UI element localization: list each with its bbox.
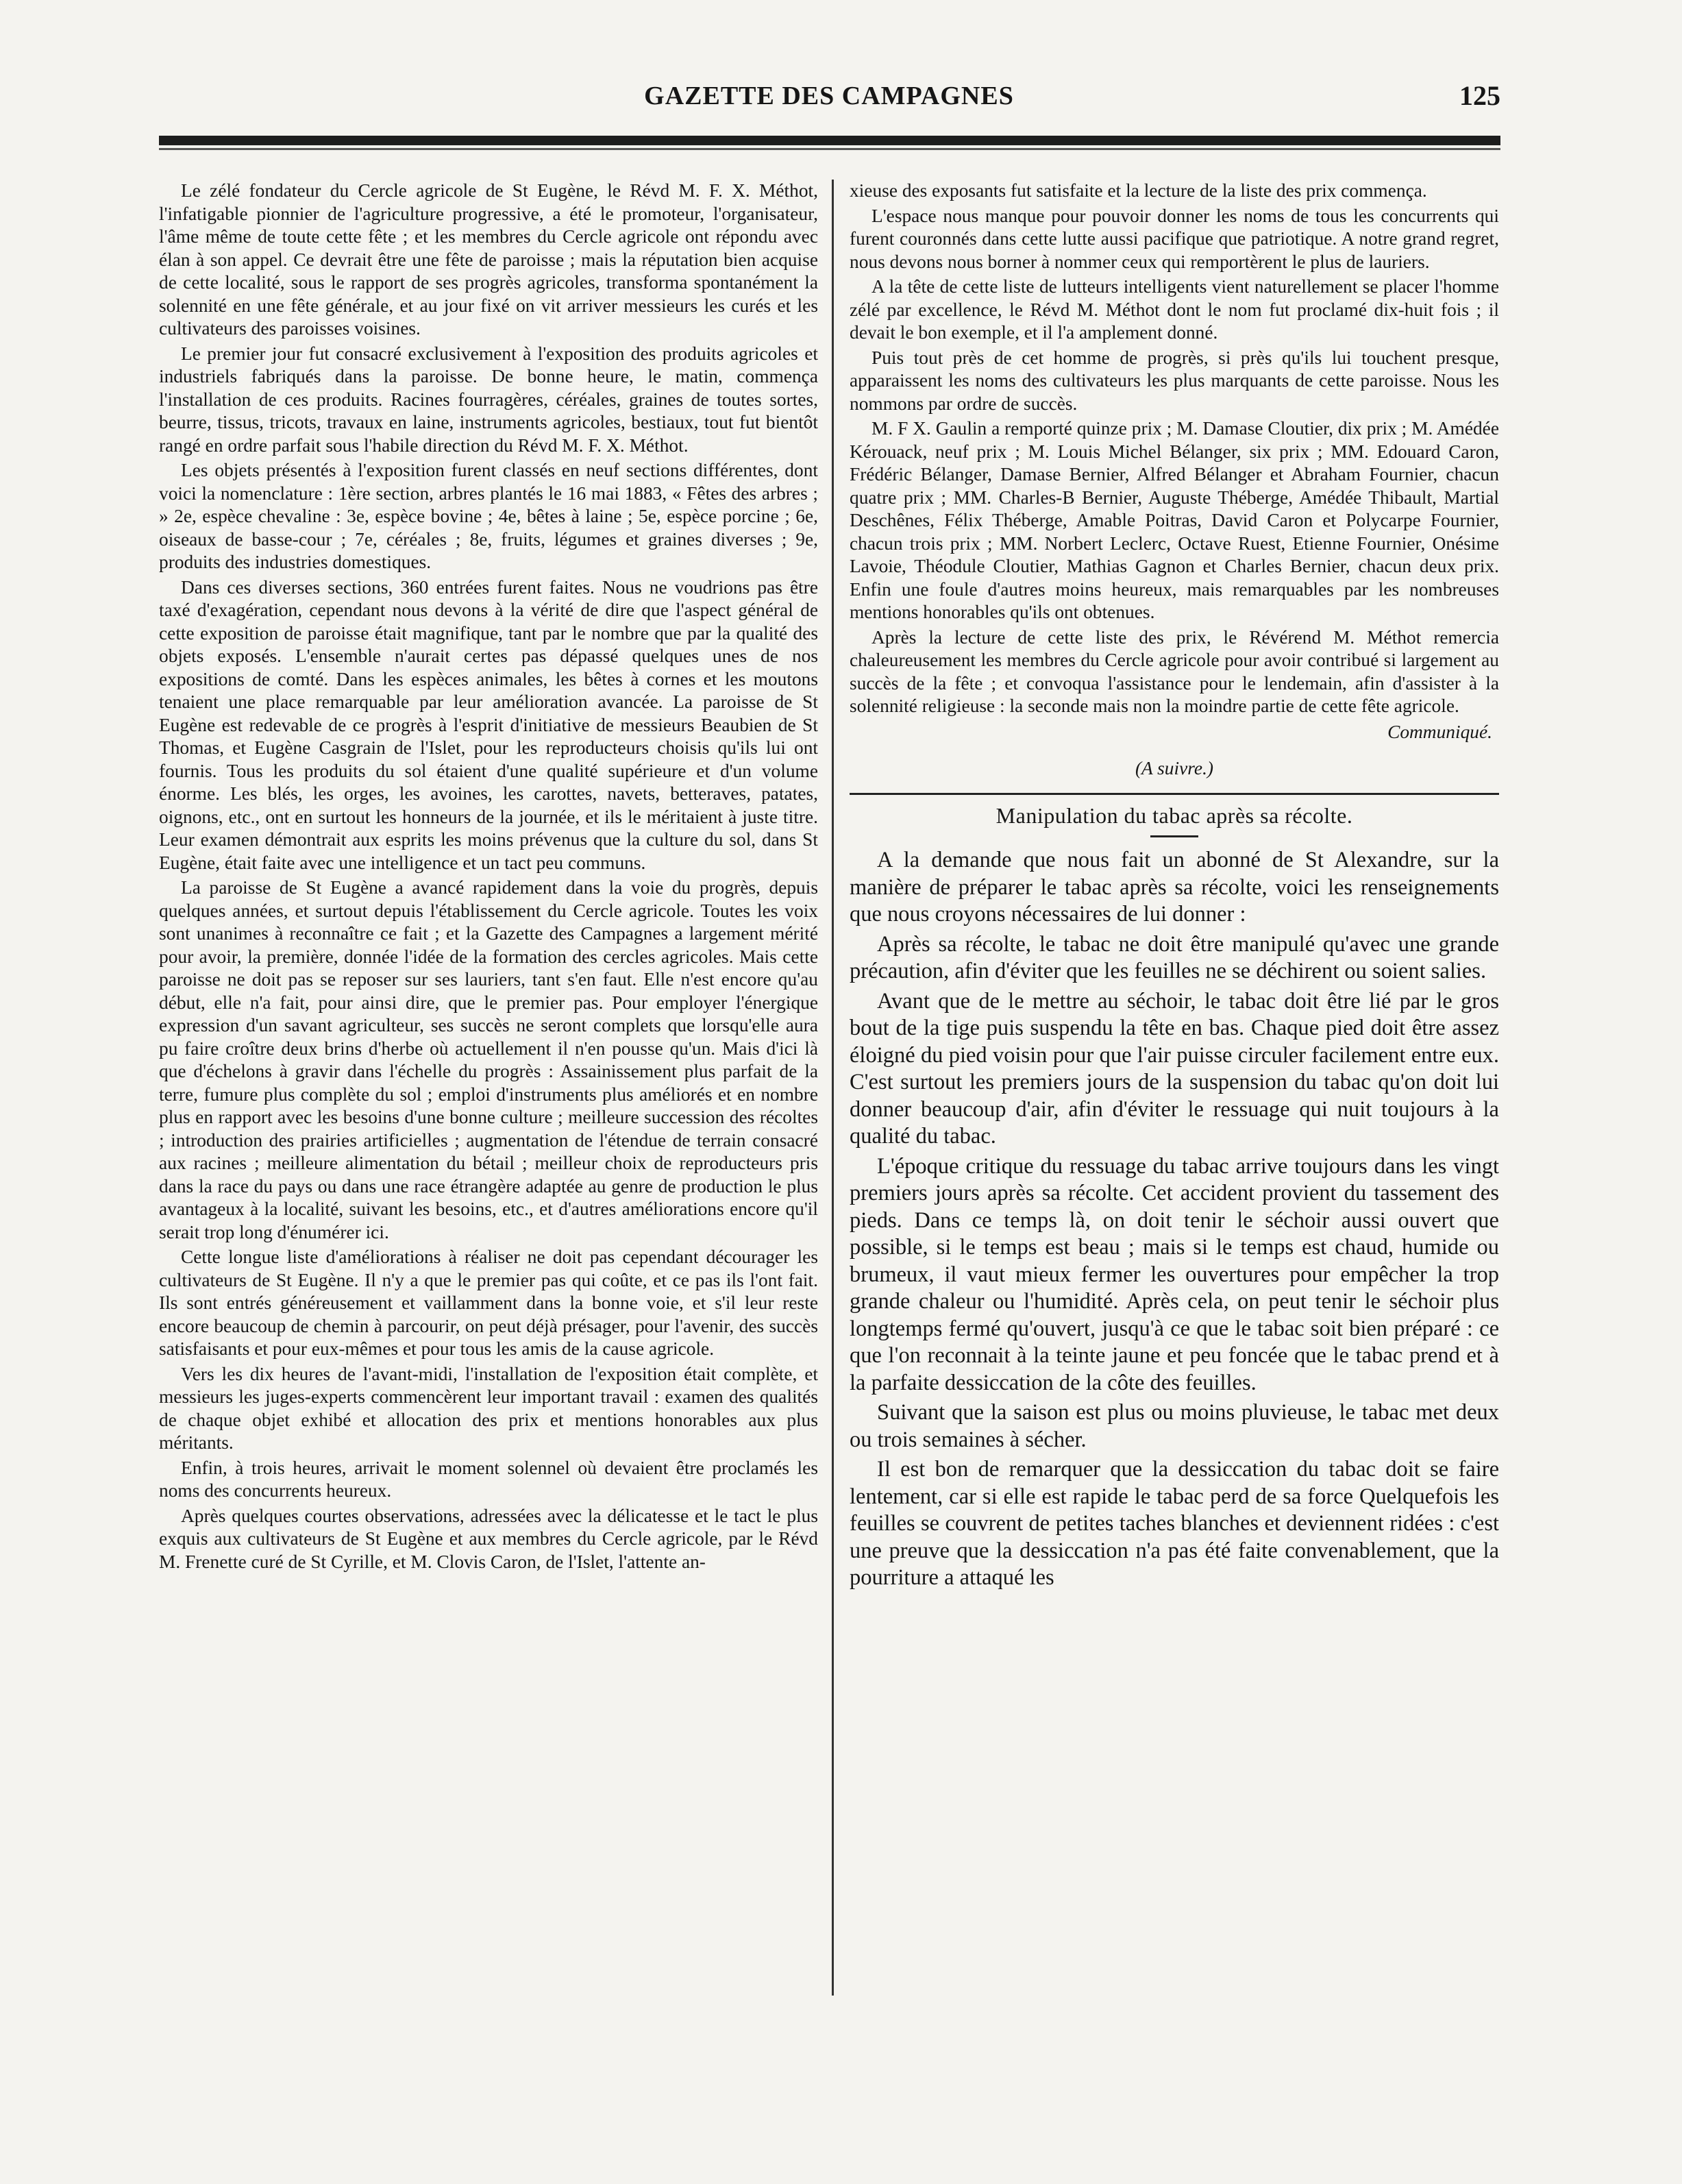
- page-header: [158, 77, 1500, 118]
- section-title: Manipulation du tabac après sa récolte.: [995, 802, 1353, 828]
- paragraph: Dans ces diverses sections, 360 entrées furent faites. Nous ne voudrions pas être taxé d'exagération, cependant nous devons à la vérité de dire que l'aspect général de cette exposition de paroisse était magnifique, tant par le nombre que par la qualité des objets exposés. L'ensemble n'aurait certes pas dépassé quelques unes de nos expositions de comté. Dans les espèces animales, les bêtes à cornes et les moutons tenaient une place remarquable par leur amélioration avancée. La paroisse de St Eugène est redevable de ce progrès à l'esprit d'initiative de messieurs Beaubien de St Thomas, et Eugène Casgrain de l'Islet, pour les reproducteurs choisis qu'ils lui ont fournis. Tous les produits du sol étaient d'une qualité supérieure et d'un volume énorme. Les blés, les orges, les avoines, les carottes, navets, betteraves, patates, oignons, etc., ont en surtout les honneurs de la journée, et ils le méritaient à juste titre. Leur examen démontrait aux esprits les moins prévenus que la culture du sol, dans St Eugène, était faite avec une intelligence et un tact peu communs.: [159, 576, 818, 873]
- signature: Communiqué.: [1387, 721, 1492, 742]
- header-rule: [159, 136, 1500, 145]
- paragraph: Suivant que la saison est plus ou moins pluvieuse, le tabac met deux ou trois semaines à sécher.: [850, 1400, 1499, 1452]
- continuation-note: (A suivre.): [1135, 758, 1214, 778]
- paragraph: Avant que de le mettre au séchoir, le tabac doit être lié par le gros bout de la tige puis suspendu la tête en bas. Chaque pied doit être assez éloigné du pied voisin pour que l'air puisse circuler facilement entre eux. C'est surtout les premiers jours de la suspension du tabac qu'on doit lui donner beaucoup d'air, afin d'éviter le ressuage qui nuit toujours à la qualité du tabac.: [850, 988, 1499, 1149]
- paragraph: xieuse des exposants fut satisfaite et la lecture de la liste des prix commença.: [850, 180, 1427, 201]
- paragraph: Après la lecture de cette liste des prix, le Révérend M. Méthot remercia chaleureusement les membres du Cercle agricole pour avoir contribué si largement au succès de la fête ; et convoqua l'assistance pour le lendemain, afin d'assister à la solennité religieuse : la seconde mais non la moindre partie de cette fête agricole.: [850, 626, 1499, 716]
- paragraph: Les objets présentés à l'exposition furent classés en neuf sections différentes, dont voici la nomenclature : 1ère section, arbres plantés le 16 mai 1883, « Fêtes des arbres ; » 2e, espèce chevaline : 3e, espèce bovine ; 4e, bêtes à laine ; 5e, espèce porcine ; 6e, oiseaux de basse-cour ; 7e, céréales ; 8e, fruits, légumes et graines diverses ; 9e, produits des industries domestiques.: [159, 460, 818, 572]
- section-rule: [850, 793, 1499, 795]
- right-column: [850, 180, 1499, 1595]
- paragraph: Le zélé fondateur du Cercle agricole de St Eugène, le Révd M. F. X. Méthot, l'infatigable pionnier de l'agriculture progressive, a été le promoteur, l'organisateur, l'âme même de toute cette fête ; et les membres du Cercle agricole ont répondu avec élan à son appel. Ce devrait être une fête de paroisse ; mais la réputation bien acquise de cette localité, sous le rapport de ses progrès agricoles, transforma spontanément la solennité en une fête générale, et au jour fixé on vit arriver messieurs les curés et les cultivateurs des paroisses voisines.: [159, 180, 818, 339]
- running-title: GAZETTE DES CAMPAGNES: [644, 82, 1014, 110]
- paragraph: A la demande que nous fait un abonné de St Alexandre, sur la manière de préparer le tabac après sa récolte, voici les renseignements que nous croyons nécessaires de lui donner :: [850, 848, 1499, 927]
- header-rule-thin: [159, 148, 1500, 150]
- tobacco-article: [850, 847, 1499, 1592]
- paragraph: Vers les dix heures de l'avant-midi, l'installation de l'exposition était complète, et messieurs les juges-experts commencèrent leur important travail : examen des qualités de chaque objet exhibé et allocation des prix et mentions honorables aux plus méritants.: [159, 1363, 818, 1453]
- paragraph: La paroisse de St Eugène a avancé rapidement dans la voie du progrès, depuis quelques années, et surtout depuis l'établissement du Cercle agricole. Toutes les voix sont unanimes à reconnaître ce fait ; et la Gazette des Campagnes a largement mérité pour avoir, la première, donnée l'idée de la formation des cercles agricoles. Mais cette paroisse ne doit pas se reposer sur ses lauriers, tant s'en faut. Elle n'est encore qu'au début, elle n'a fait, pour ainsi dire, que le premier pas. Pour employer l'énergique expression d'un savant agriculteur, ses succès ne seront complets que lorsqu'elle aura pu faire croître deux brins d'herbe où actuellement il n'en pousse qu'un. Mais d'ici là que d'échelons à gravir dans l'échelle du progrès : Assainissement plus parfait de la terre, fumure plus complète du sol ; emploi d'instruments plus améliorés et en nombre plus en rapport avec les besoins d'une bonne culture ; meilleure succession des récoltes ; introduction des prairies artificielles ; augmentation de l'étendue de terrain consacré aux racines ; meilleure alimentation du bétail ; meilleur choix de reproducteurs pris dans la race du pays ou dans une race étrangère adaptée au genre de production le plus avantageux à la localité, suivant les besoins, etc., et d'autres améliorations encore qu'il serait trop long d'énumérer ici.: [159, 877, 818, 1242]
- paragraph: Il est bon de remarquer que la dessiccation du tabac doit se faire lentement, car si elle est rapide le tabac perd de sa force Quelquefois les feuilles se couvrent de petites taches blanches et deviennent ridées : c'est une preuve que la dessiccation n'a pas été faite convenablement, que la pourriture a attaqué les: [850, 1457, 1499, 1590]
- paragraph: M. F X. Gaulin a remporté quinze prix ; M. Damase Cloutier, dix prix ; M. Amédée Kérouack, neuf prix ; M. Louis Michel Bélanger, six prix ; MM. Edouard Caron, Frédéric Bélanger, Damase Bernier, Alfred Bélanger et Abraham Fournier, chacun quatre prix ; MM. Charles-B Bernier, Auguste Théberge, Amédée Thibault, Martial Deschênes, Félix Théberge, Amable Poitras, David Caron et Polycarpe Fournier, chacun trois prix ; MM. Norbert Leclerc, Octave Ruest, Etienne Fournier, Onésime Lavoie, Théodule Cloutier, Mathias Gagnon et Charles Bernier, chacun deux prix. Enfin une foule d'autres moins heureux, mais remarquables par les nombreuses mentions honorables qu'ils ont obtenues.: [850, 418, 1499, 622]
- paragraph: Cette longue liste d'améliorations à réaliser ne doit pas cependant décourager les cultivateurs de St Eugène. Il n'y a que le premier pas qui coûte, et ce pas ils l'ont fait. Ils sont entrés généreusement et vaillamment dans la bonne voie, et s'il leur reste encore beaucoup de chemin à parcourir, on peut déjà présager, pour l'avenir, des succès satisfaisants et pour eux-mêmes et pour tous les amis de la cause agricole.: [159, 1247, 818, 1359]
- paragraph: Après quelques courtes observations, adressées avec la délicatesse et le tact le plus exquis aux cultivateurs de St Eugène et aux membres du Cercle agricole, par le Révd M. Frenette curé de St Cyrille, et M. Clovis Caron, de l'Islet, l'attente an-: [159, 1505, 818, 1572]
- paragraph: L'espace nous manque pour pouvoir donner les noms de tous les concurrents qui furent couronnés dans cette lutte aussi pacifique que patriotique. A notre grand regret, nous devons nous borner à nommer ceux qui remportèrent le plus de lauriers.: [850, 205, 1499, 272]
- page-number: 125: [1459, 80, 1500, 111]
- column-divider: [832, 180, 834, 1996]
- paragraph: L'époque critique du ressuage du tabac arrive toujours dans les vingt premiers jours après sa récolte. Cet accident provient du tassement des pieds. Dans ce temps là, on doit tenir le séchoir aussi ouvert que possible, si le temps est beau ; mais si le temps est chaud, humide ou brumeux, il vaut mieux fermer les ouvertures pour empêcher la trop grande chaleur ou l'humidité. Après cela, on peut tenir le séchoir plus longtemps fermé qu'ouvert, jusqu'à ce que le tabac soit bien préparé : ce que l'on reconnait à la teinte jaune et peu foncée que le tabac prend et à la parfaite dessiccation de la côte des feuilles.: [850, 1153, 1499, 1395]
- paragraph: Après sa récolte, le tabac ne doit être manipulé qu'avec une grande précaution, afin d'éviter que les feuilles ne se déchirent ou soient salies.: [850, 931, 1499, 983]
- paragraph: Puis tout près de cet homme de progrès, si près qu'ils lui touchent presque, apparaissent les noms des cultivateurs les plus marquants de cette paroisse. Nous les nommons par ordre de succès.: [850, 347, 1499, 414]
- paragraph: A la tête de cette liste de lutteurs intelligents vient naturellement se placer l'homme zélé par excellence, le Révd M. Méthot dont le nom fut proclamé dix-huit fois ; il devait le bon exemple, et il l'a amplement donné.: [850, 276, 1499, 343]
- short-rule: [1150, 835, 1198, 837]
- paragraph: Enfin, à trois heures, arrivait le moment solennel où devaient être proclamés les noms des concurrents heureux.: [159, 1457, 818, 1501]
- left-column: [159, 180, 818, 1575]
- paragraph: Le premier jour fut consacré exclusivement à l'exposition des produits agricoles et industriels fabriqués dans la paroisse. De bonne heure, le matin, commença l'installation de ces produits. Racines fourragères, céréales, graines de toutes sortes, beurre, tissus, tricots, travaux en laine, instruments agricoles, bestiaux, tout fut bientôt rangé en ordre parfait sous l'habile direction du Révd M. F. X. Méthot.: [159, 343, 818, 456]
